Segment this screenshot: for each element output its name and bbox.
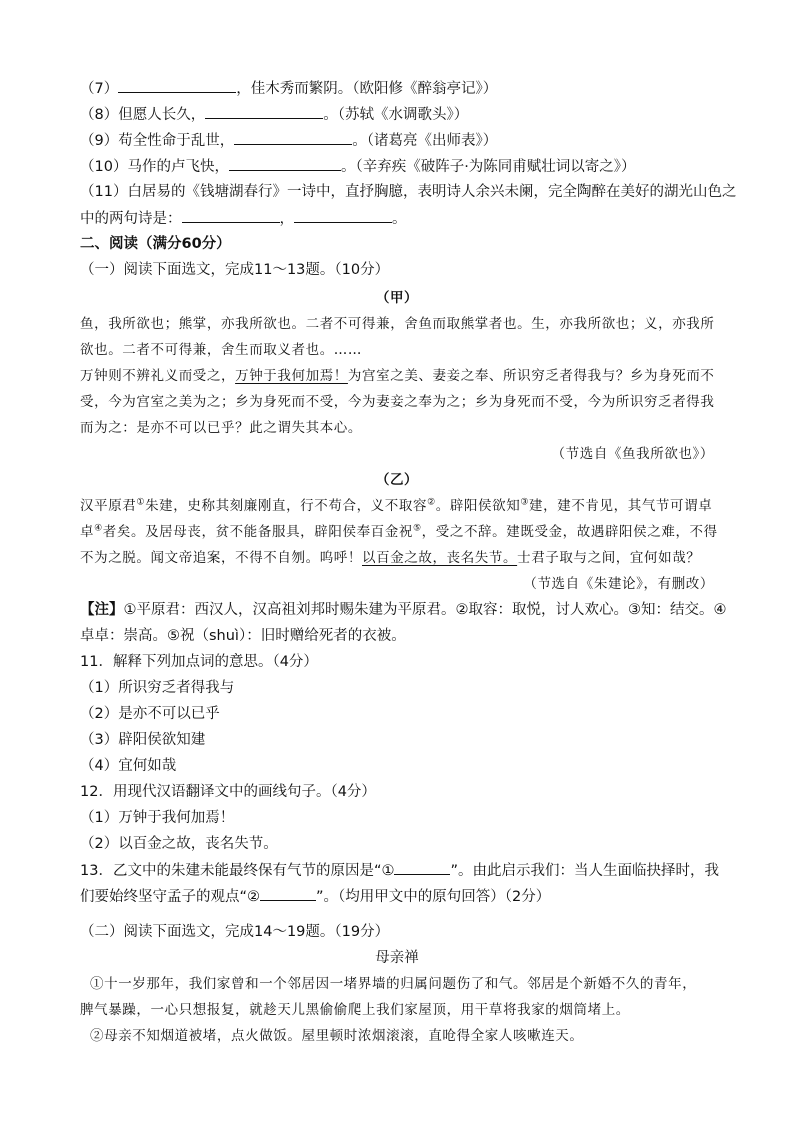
question-item: （4）宜何如哉 xyxy=(80,758,177,774)
underlined-sentence: 以百金之故，丧名失节。 xyxy=(362,550,518,566)
passage-jia-line: 而为之：是亦不可以已乎？此之谓失其本心。 xyxy=(80,420,362,436)
section-title: 二、阅读（满分60分） xyxy=(80,236,231,252)
question-13: 13．乙文中的朱建未能最终保有气节的原因是“① ”。由此启示我们：当人生面临抉择时，我 xyxy=(80,860,714,881)
question-12: 12．用现代汉语翻译文中的画线句子。（4分） xyxy=(80,784,376,800)
poem-item-9: （9）苟全性命于乱世， 。（诸葛亮《出师表》） xyxy=(80,130,714,151)
poem-item-7: （7） ，佳木秀而繁阴。（欧阳修《醉翁亭记》） xyxy=(80,78,714,99)
poem-item-11: （11）白居易的《钱塘湖春行》一诗中，直抒胸臆，表明诗人余兴未阑，完全陶醉在美好的湖光山色之 xyxy=(80,184,737,200)
passage-yi-line: 不为之脱。闻文帝追案，不得不自刎。呜呼！以百金之故，丧名失节。士君子取与之间，宜何如哉？ xyxy=(80,550,701,566)
answer-blank[interactable] xyxy=(205,104,323,119)
story-paragraph-cont: 脾气暴躁，一心只想报复，就趁天儿黑偷偷爬上我们家屋顶，用干草将我家的烟筒堵上。 xyxy=(80,1002,630,1018)
question-item: （2）是亦不可以已乎 xyxy=(80,706,220,722)
question-item: （1）所识穷乏者得我与 xyxy=(80,680,235,696)
part1-instruction: （一）阅读下面选文，完成11～13题。（10分） xyxy=(80,262,390,278)
passage-jia-line: 欲也。二者不可得兼，舍生而取义者也。…… xyxy=(80,342,362,358)
question-item: （3）辟阳侯欲知建 xyxy=(80,732,206,748)
passage-yi-source: （节选自《朱建论》，有删改） xyxy=(523,576,714,592)
answer-blank[interactable] xyxy=(394,860,450,875)
question-13-cont: 们要始终坚守孟子的观点“② ”。（均用甲文中的原句回答）（2分） xyxy=(80,886,714,907)
passage-yi-label: （乙） xyxy=(375,472,419,488)
story-title: 母亲禅 xyxy=(375,950,419,966)
notes: 【注】①平原君：西汉人，汉高祖刘邦时赐朱建为平原君。②取容：取悦，讨人欢心。③知：结交。④ xyxy=(80,602,727,618)
answer-blank[interactable] xyxy=(234,130,352,145)
question-item: （2）以百金之故，丧名失节。 xyxy=(80,836,278,852)
question-item: （1）万钟于我何加焉！ xyxy=(80,810,235,826)
passage-yi-line: 汉平原君①朱建，史称其刻廉刚直，行不苟合，义不取容②。辟阳侯欲知③建，建不肯见，其气节可谓卓 xyxy=(80,497,713,514)
passage-jia-source: （节选自《鱼我所欲也》） xyxy=(551,446,714,462)
passage-jia-line: 受，今为宫室之美为之；乡为身死而不受，今为妻妾之奉为之；乡为身死而不受，今为所识穷乏者得我 xyxy=(80,394,715,410)
answer-blank[interactable] xyxy=(182,208,280,223)
answer-blank[interactable] xyxy=(294,208,392,223)
question-11: 11．解释下列加点词的意思。（4分） xyxy=(80,654,318,670)
underlined-sentence: 万钟于我何加焉！ xyxy=(235,368,348,384)
poem-item-11-cont: 中的两句诗是： ， 。 xyxy=(80,208,714,229)
passage-jia-line: 万钟则不辨礼义而受之，万钟于我何加焉！为宫室之美、妻妾之奉、所识穷乏者得我与？乡为身死而不 xyxy=(80,368,715,384)
poem-item-10: （10）马作的卢飞快， 。（辛弃疾《破阵子·为陈同甫赋壮词以寄之》） xyxy=(80,156,714,177)
passage-jia-label: （甲） xyxy=(375,290,419,306)
answer-blank[interactable] xyxy=(260,886,316,901)
answer-blank[interactable] xyxy=(118,78,236,93)
part2-instruction: （二）阅读下面选文，完成14～19题。（19分） xyxy=(80,924,390,940)
notes-cont: 卓卓：崇高。⑤祝（shuì）：旧时赠给死者的衣被。 xyxy=(80,628,406,644)
passage-yi-line: 卓④者矣。及居母丧，贫不能备服具，辟阳侯奉百金祝⑤，受之不辞。建既受金，故遇辟阳侯之难，不得 xyxy=(80,523,718,540)
story-paragraph: ②母亲不知烟道被堵，点火做饭。屋里顿时浓烟滚滚，直呛得全家人咳嗽连天。 xyxy=(90,1028,584,1044)
poem-item-8: （8）但愿人长久， 。（苏轼《水调歌头》） xyxy=(80,104,714,125)
passage-jia-line: 鱼，我所欲也；熊掌，亦我所欲也。二者不可得兼，舍鱼而取熊掌者也。生，亦我所欲也；义，亦我所 xyxy=(80,316,715,332)
answer-blank[interactable] xyxy=(229,156,341,171)
story-paragraph: ①十一岁那年，我们家曾和一个邻居因一堵界墙的归属问题伤了和气。邻居是个新婚不久的青年， xyxy=(90,976,697,992)
